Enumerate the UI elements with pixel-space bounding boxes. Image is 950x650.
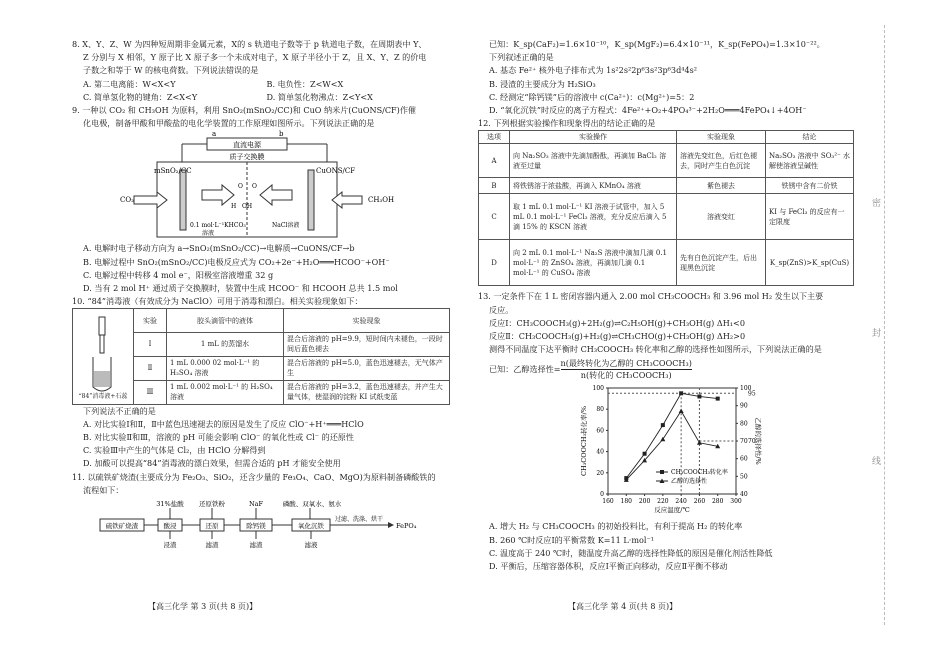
formula-o1: O	[238, 183, 243, 191]
waste-3: 滤渣	[249, 541, 263, 550]
q12-row-c-op: 取 1 mL 0.1 mol·L⁻¹ KI 溶液于试管中，加入 5 mL 0.1 mol·L⁻¹ FeCl₃ 溶液，充分反应后滴入 5 滴 15% 的 KSCN 溶液	[510, 194, 677, 240]
membrane-label: 质子交换膜	[229, 153, 265, 162]
x-tick-label: 160	[602, 498, 614, 506]
reagent-1: 31%盐酸	[156, 500, 184, 509]
ch3oh-label: CH₃OH	[368, 196, 395, 205]
reagent-3: NaF	[248, 500, 264, 509]
y-left-tick-label: 0	[600, 491, 604, 499]
q12-row-c-id: C	[479, 194, 510, 240]
y-right-tick-label: 70	[740, 438, 748, 446]
x-tick-label: 240	[675, 498, 687, 506]
box-s4-label: 氧化沉铁	[298, 522, 324, 531]
ref-label-95: 95	[748, 390, 756, 398]
series-1-point	[679, 392, 683, 396]
product-label: FePO₄	[396, 522, 417, 531]
left-solution-2: 溶液	[202, 230, 215, 238]
q12-row-b-id: B	[479, 178, 510, 194]
y-right-tick-label: 100	[740, 385, 752, 393]
q10-row-3-liquid: 1 mL 0.002 mol·L⁻¹ 的 H₂SO₄ 溶液	[167, 380, 284, 404]
legend-label-1: CH₃COOCH₃转化率	[671, 469, 728, 477]
q9-stem-1: 9. 一种以 CO₂ 和 CH₃OH 为原料，利用 SnO₂(mSnO₂/CC)和 CuO 纳米片(CuONS/CF)作催	[72, 105, 417, 116]
q10-row-2-id: Ⅱ	[134, 356, 167, 380]
ref-label-70: 70	[748, 438, 756, 446]
q10-option-b: B. 对比实验Ⅱ和Ⅲ，溶液的 pH 可能会影响 ClO⁻ 的氧化性或 Cl⁻ 的还原性	[83, 432, 354, 443]
y-right-tick-label: 60	[740, 456, 748, 464]
series-1-point	[716, 397, 720, 401]
reagent-4: 磷酸、双氧水、氨水	[282, 500, 342, 509]
binding-line	[884, 25, 885, 625]
selectivity-label: 已知：乙醇选择性=	[489, 363, 561, 374]
q12-row-a-op: 向 Na₂SO₃ 溶液中先滴加酚酞，再滴加 BaCl₂ 溶液至过量	[510, 144, 677, 178]
legend-label-2: 乙醇的选择性	[671, 478, 708, 486]
q8-stem-2: Z 分别与 X 相邻，Y 原子比 X 原子多一个未成对电子，X 原子半径小于 Z，且 X、Y、Z 的价电	[83, 52, 427, 63]
y-left-tick-label: 40	[596, 449, 604, 457]
x-tick-label: 300	[730, 498, 742, 506]
q11-option-c: C. 经测定“除钙镁”后的溶液中 c(Ca²⁺)：c(Mg²⁺)=5：2	[489, 91, 695, 102]
box-s1-label: 酸浸	[163, 522, 177, 531]
q10-row-1-liquid: 1 mL 的蒸馏水	[167, 332, 284, 356]
q10-row-1-phenom: 混合后溶液的 pH=9.9，短时间内未褪色，一段时间后蓝色褪去	[284, 332, 450, 356]
q13-chart-svg	[478, 382, 854, 520]
q13-reaction-1: 反应Ⅰ：CH₃COOCH₃(g)+2H₂(g)⇌C₂H₅OH(g)+CH₃OH(g) ΔH₁<0	[489, 317, 745, 328]
y-left-tick-label: 80	[596, 406, 604, 414]
q10-lead: 下列说法不正确的是	[83, 405, 156, 416]
ksp-line: 已知：K_sp(CaF₂)=1.6×10⁻¹⁰，K_sp(MgF₂)=6.4×10⁻¹¹，K_sp(FePO₄)=1.3×10⁻²²。	[489, 39, 825, 49]
left-column	[72, 38, 450, 549]
q9-option-c: C. 电解过程中转移 4 mol e⁻，阳极室溶液增重 32 g	[83, 269, 274, 280]
box-s3-label: 除钙镁	[246, 522, 266, 531]
waste-2: 滤渣	[205, 541, 219, 550]
right-solution: NaCl溶液	[272, 222, 300, 230]
q9-option-b: B. 电解过程中 SnO₂(mSnO₂/CC)电极反应式为 CO₂+2e⁻+H₂O═══HCOO⁻+OH⁻	[83, 256, 390, 267]
q9-option-a: A. 电解时电子移动方向为 a→SnO₂(mSnO₂/CC)→电解质→CuONS/CF→b	[83, 243, 355, 254]
selectivity-numerator: n(最终转化为乙醇的 CH₃COOCH₃)	[560, 357, 692, 368]
y-right-axis-label: 乙醇的选择性/%	[754, 417, 762, 466]
left-solution: 0.1 mol·L⁻¹KHCO₃	[190, 222, 246, 230]
q9-stem-2: 化电极，制备甲酸和甲酸盐的电化学装置的工作原理如图所示。下列说法正确的是	[83, 118, 375, 129]
q13-reaction-2: 反应Ⅱ：CH₃COOCH₃(g)+H₂(g)⇌CH₃CHO(g)+CH₃OH(g) ΔH₂>0	[489, 331, 746, 342]
q8-stem-1: 8. X、Y、Z、W 为四种短周期非金属元素，X的 s 轨道电子数等于 p 轨道电子数，在周期表中 Y、	[72, 39, 427, 49]
y-left-axis-label: CH₃COOCH₃转化率/%	[580, 406, 588, 477]
selectivity-fraction	[561, 358, 692, 381]
q10-row-3-id: Ⅲ	[134, 380, 167, 404]
series-1-point	[697, 395, 701, 399]
q8-option-c: C. 简单氢化物的键角：Z<X<Y	[83, 91, 198, 102]
legend-marker-1	[660, 470, 664, 474]
q13-chart	[478, 382, 854, 520]
q13-option-d: D. 平衡后，压缩容器体积，反应Ⅰ平衡正向移动，反应Ⅱ平衡不移动	[489, 561, 728, 572]
q11-flowchart	[72, 497, 450, 549]
q10-figure	[72, 308, 133, 404]
reagent-2: 还原铁粉	[199, 500, 225, 509]
q10-header-1: 实验	[134, 309, 167, 332]
q8-option-a: A. 第二电离能：W<X<Y	[83, 78, 176, 89]
margin-xian: 线	[872, 457, 882, 467]
right-electrode	[308, 170, 314, 230]
q13-option-b: B. 260 ℃时反应Ⅰ的平衡常数 K=11 L·mol⁻¹	[489, 534, 654, 545]
q12-row-a-id: A	[479, 144, 510, 178]
q12-row-d-ph: 先有白色沉淀产生，后出现黑色沉淀	[677, 240, 766, 286]
q10-row-1-id: Ⅰ	[134, 332, 167, 356]
q10-table	[133, 308, 450, 404]
q12-row-d-op: 向 2 mL 0.1 mol·L⁻¹ Na₂S 溶液中滴加几滴 0.1 mol·L⁻¹ 的 ZnSO₄ 溶液，再滴加几滴 0.1 mol·L⁻¹ 的 CuSO₄ 溶液	[510, 240, 677, 286]
q9-electrolysis-figure	[72, 130, 450, 242]
q10-stem: 10. “84”消毒液（有效成分为 NaClO）可用于消毒和漂白。相关实验现象如下：	[72, 296, 363, 307]
series-2-point	[679, 409, 684, 414]
q13-selectivity	[478, 356, 854, 382]
terminal-a: a	[212, 130, 217, 139]
series-1-point	[643, 452, 647, 456]
right-column	[478, 38, 854, 573]
q13-option-a: A. 增大 H₂ 与 CH₃COOCH₃ 的初始投料比，有利于提高 H₂ 的转化率	[489, 521, 743, 532]
formula-oh: OH	[242, 203, 253, 211]
footer-left: 【高三化学 第 3 页(共 8 页)】	[148, 602, 258, 611]
q10-table-wrap	[72, 308, 450, 404]
q10-row-3-phenom: 混合后溶液的 pH=3.2，蓝色迅速褪去，并产生大量气体，使湿润的淀粉 KI 试纸变蓝	[284, 380, 450, 404]
terminal-b: b	[279, 130, 284, 139]
margin-mi: 密	[872, 199, 882, 209]
right-electrode-label: CuONS/CF	[316, 167, 356, 176]
y-left-tick-label: 20	[596, 470, 604, 478]
q13-stem-1: 13. 一定条件下在 1 L 密闭容器内通入 2.00 mol CH₃COOCH₃ 和 3.96 mol H₂ 发生以下主要	[478, 291, 824, 302]
formula-h: H	[231, 203, 237, 211]
footer-right: 【高三化学 第 4 页(共 8 页)】	[568, 602, 678, 611]
q10-header-3: 实验现象	[284, 309, 450, 332]
tail-label: 过滤、洗涤、烘干	[334, 516, 384, 524]
q12-header-4: 结论	[766, 131, 854, 144]
q13-stem-2: 反应。	[489, 304, 514, 315]
q10-option-c: C. 实验Ⅲ中产生的气体是 Cl₂，由 HClO 分解得到	[83, 445, 266, 456]
q10-option-d: D. 加酸可以提高“84”消毒液的漂白效果，但需合适的 pH 才能安全使用	[83, 458, 341, 469]
q12-row-a-ph: 溶液先变红色，后红色褪去，同时产生白色沉淀	[677, 144, 766, 178]
q10-option-a: A. 对比实验Ⅰ和Ⅱ，Ⅱ中蓝色迅速褪去的原因是发生了反应 ClO⁻+H⁺═══HClO	[83, 418, 364, 429]
x-tick-label: 180	[620, 498, 633, 506]
q10-figure-label: “84”消毒液+石蕊	[78, 392, 128, 400]
q12-table	[478, 130, 854, 286]
x-tick-label: 220	[657, 498, 669, 506]
q10-header-2: 胶头滴管中的液体	[167, 309, 284, 332]
q10-row-2-liquid: 1 mL 0.000 02 mol·L⁻¹ 的 H₂SO₄ 溶液	[167, 356, 284, 380]
q12-row-a-con: Na₂SO₃ 溶液中 SO₃²⁻ 水解使溶液呈碱性	[766, 144, 854, 178]
y-right-tick-label: 80	[740, 420, 748, 428]
x-axis-label: 反应温度/℃	[654, 506, 690, 515]
q11-stem-2: 流程如下：	[83, 484, 124, 495]
series-2-point	[660, 437, 665, 442]
q12-header-2: 实验操作	[510, 131, 677, 144]
q12-row-c-con: KI 与 FeCl₃ 的反应有一定限度	[766, 194, 854, 240]
co2-label: CO₂	[120, 196, 134, 205]
q13-option-c: C. 温度高于 240 ℃时，随温度升高乙醇的选择性降低的原因是催化剂活性降低	[489, 547, 773, 558]
power-label: 直流电源	[233, 141, 261, 150]
y-right-tick-label: 90	[740, 403, 748, 411]
q12-row-b-con: 铁锈中含有二价铁	[766, 178, 854, 194]
box-s2-label: 还原	[205, 522, 219, 531]
q12-header-3: 实验现象	[677, 131, 766, 144]
q12-header-1: 选项	[479, 131, 510, 144]
q8-option-d: D. 简单氢化物沸点：Z<Y<X	[266, 91, 373, 102]
y-right-tick-label: 50	[740, 473, 748, 481]
dropper	[99, 317, 105, 335]
formula-o2: O	[252, 183, 257, 191]
q12-row-b-op: 将铁锈溶于浓盐酸，再滴入 KMnO₄ 溶液	[510, 178, 677, 194]
q11-lead: 下列叙述正确的是	[489, 52, 554, 63]
q13-lead: 测得不同温度下达平衡时 CH₃COOCH₃ 转化率和乙醇的选择性如图所示，下列说法正确的是	[489, 344, 822, 355]
y-left-tick-label: 100	[592, 385, 604, 393]
q11-option-a: A. 基态 Fe²⁺ 核外电子排布式为 1s²2s²2p⁶3s²3p⁶3d⁴4s²	[489, 65, 698, 76]
q10-row-2-phenom: 混合后溶液的 pH=5.0，蓝色迅速褪去，无气体产生	[284, 356, 450, 380]
x-tick-label: 280	[711, 498, 724, 506]
q12-row-d-con: K_sp(ZnS)>K_sp(CuS)	[766, 240, 854, 286]
q12-stem: 12. 下列根据实验操作和现象得出的结论正确的是	[478, 118, 656, 129]
q12-row-c-ph: 溶液变红	[677, 194, 766, 240]
x-tick-label: 260	[693, 498, 706, 506]
series-1-point	[661, 424, 665, 428]
left-electrode	[180, 170, 186, 230]
q8-option-b: B. 电负性：Z<W<X	[266, 78, 344, 89]
x-tick-label: 200	[638, 498, 651, 506]
box-start-label: 硫铁矿烧渣	[105, 522, 139, 531]
waste-1: 浸渣	[163, 541, 177, 550]
q11-option-d: D. “氧化沉铁”时反应的离子方程式：4Fe²⁺+O₂+4PO₄³⁻+2H₂O═══4FePO₄↓+4OH⁻	[489, 105, 807, 116]
q11-stem-1: 11. 以硫铁矿烧渣(主要成分为 Fe₂O₃、SiO₂，还含少量的 Fe₃O₄、CaO、MgO)为原料制备磷酸铁的	[72, 471, 436, 482]
q12-row-d-id: D	[479, 240, 510, 286]
margin-feng: 封	[872, 329, 882, 339]
selectivity-denominator: n(转化的 CH₃COOCH₃)	[580, 369, 672, 380]
left-electrode-label: mSnO₂/CC	[154, 167, 192, 176]
q8-stem-3: 子数之和等于 W 的核电荷数。下列说法错误的是	[83, 65, 259, 76]
q9-option-d: D. 当有 2 mol H⁺ 通过质子交换膜时，装置中生成 HCOO⁻ 和 HCOOH 总共 1.5 mol	[83, 283, 398, 294]
waste-4: 滤液	[304, 541, 318, 550]
y-right-tick-label: 40	[740, 491, 748, 499]
y-left-tick-label: 60	[596, 427, 604, 435]
q12-row-b-ph: 紫色褪去	[677, 178, 766, 194]
q11-option-b: B. 浸渣的主要成分为 H₂SiO₃	[489, 78, 596, 89]
